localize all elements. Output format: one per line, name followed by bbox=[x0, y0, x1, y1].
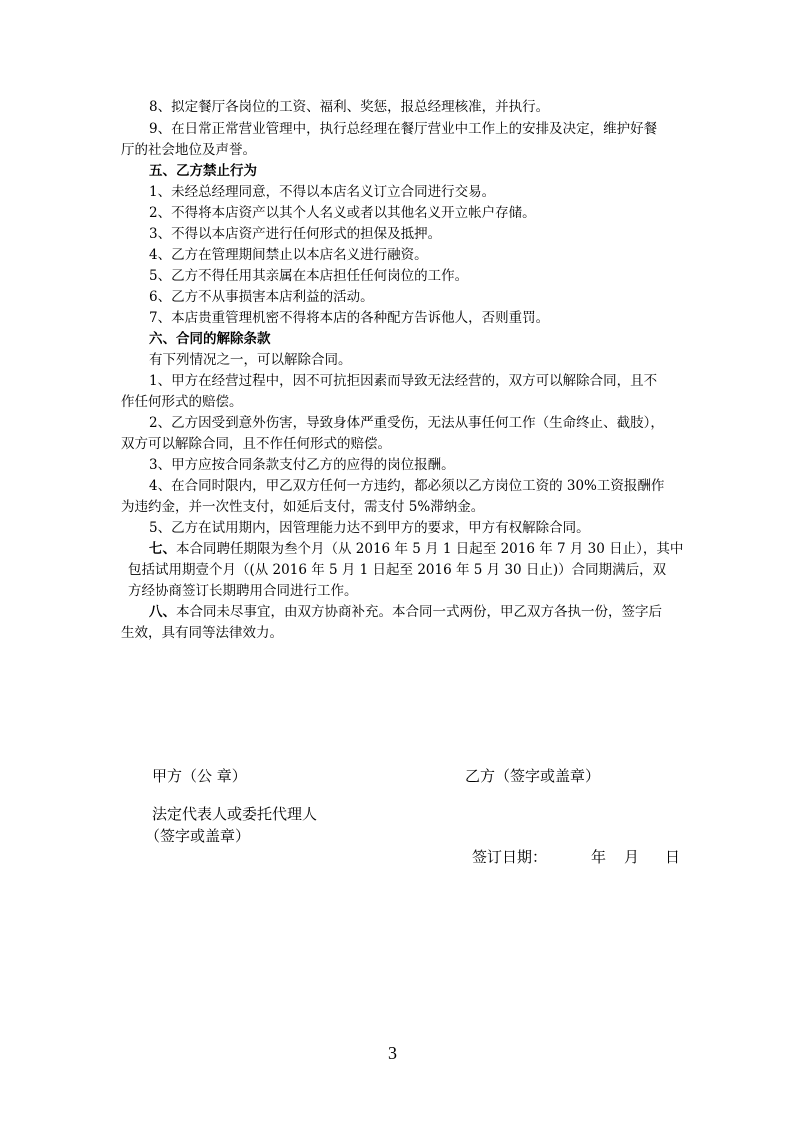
section-7-cont-1: 包括试用期壹个月（(从 2016 年 5 月 1 日起至 2016 年 5 月 30 日止)）合同期满后，双 bbox=[128, 562, 667, 578]
section-8-number: 八、 bbox=[149, 604, 176, 620]
date-year: 年 bbox=[591, 848, 607, 866]
section-6-item-2-cont: 双方可以解除合同，且不作任何形式的赔偿。 bbox=[121, 436, 391, 452]
section-6-intro: 有下列情况之一，可以解除合同。 bbox=[149, 352, 352, 368]
party-b-sign: 乙方（签字或盖章） bbox=[465, 767, 601, 785]
section-5-item-1: 1、未经总经理同意，不得以本店名义订立合同进行交易。 bbox=[149, 184, 496, 200]
signing-date bbox=[472, 846, 680, 868]
clause-8: 8、拟定餐厅各岗位的工资、福利、奖惩，报总经理核准，并执行。 bbox=[149, 99, 550, 115]
date-day: 日 bbox=[665, 848, 681, 866]
section-8 bbox=[149, 602, 662, 622]
section-5-item-7: 7、本店贵重管理机密不得将本店的各种配方告诉他人，否则重罚。 bbox=[149, 310, 550, 326]
section-5-item-3: 3、不得以本店资产进行任何形式的担保及抵押。 bbox=[149, 226, 442, 242]
section-6-item-4: 4、在合同时限内，甲乙双方任何一方违约，都必须以乙方岗位工资的 30%工资报酬作 bbox=[149, 478, 665, 494]
section-7-text: 本合同聘任期限为叁个月（从 2016 年 5 月 1 日起至 2016 年 7 月 30 日止），其中 bbox=[176, 541, 684, 557]
clause-9: 9、在日常正常营业管理中，执行总经理在餐厅营业中工作上的安排及决定，维护好餐 bbox=[149, 121, 658, 137]
section-5-item-6: 6、乙方不从事损害本店利益的活动。 bbox=[149, 289, 374, 305]
section-8-text: 本合同未尽事宜，由双方协商补充。本合同一式两份，甲乙双方各执一份，签字后 bbox=[176, 604, 662, 620]
section-6-item-4-cont: 为违约金，并一次性支付，如延后支付，需支付 5%滞纳金。 bbox=[121, 499, 485, 515]
date-month: 月 bbox=[624, 848, 640, 866]
legal-representative: 法定代表人或委托代理人 bbox=[152, 805, 318, 823]
section-6-item-5: 5、乙方在试用期内，因管理能力达不到甲方的要求，甲方有权解除合同。 bbox=[149, 520, 590, 536]
representative-sign: （签字或盖章） bbox=[145, 827, 251, 845]
section-6-item-3: 3、甲方应按合同条款支付乙方的应得的岗位报酬。 bbox=[149, 457, 455, 473]
section-7 bbox=[149, 539, 683, 559]
section-5-heading: 五、乙方禁止行为 bbox=[149, 163, 257, 179]
section-8-cont: 生效，具有同等法律效力。 bbox=[121, 625, 283, 641]
section-6-item-2: 2、乙方因受到意外伤害，导致身体严重受伤，无法从事任何工作（生命终止、截肢）， bbox=[149, 415, 664, 431]
section-6-heading: 六、合同的解除条款 bbox=[149, 331, 271, 347]
section-7-cont-2: 方经协商签订长期聘用合同进行工作。 bbox=[128, 583, 358, 599]
section-7-number: 七、 bbox=[149, 541, 176, 557]
section-6-item-1-cont: 作任何形式的赔偿。 bbox=[121, 394, 243, 410]
page-number: 3 bbox=[388, 1043, 397, 1063]
date-label: 签订日期： bbox=[472, 848, 548, 866]
section-5-item-2: 2、不得将本店资产以其个人名义或者以其他名义开立帐户存储。 bbox=[149, 205, 536, 221]
clause-9-cont: 厅的社会地位及声誉。 bbox=[121, 142, 256, 158]
party-a-seal: 甲方（公 章） bbox=[152, 767, 247, 785]
section-5-item-4: 4、乙方在管理期间禁止以本店名义进行融资。 bbox=[149, 247, 428, 263]
section-5-item-5: 5、乙方不得任用其亲属在本店担任任何岗位的工作。 bbox=[149, 268, 469, 284]
section-6-item-1: 1、甲方在经营过程中，因不可抗拒因素而导致无法经营的，双方可以解除合同，且不 bbox=[149, 373, 658, 389]
